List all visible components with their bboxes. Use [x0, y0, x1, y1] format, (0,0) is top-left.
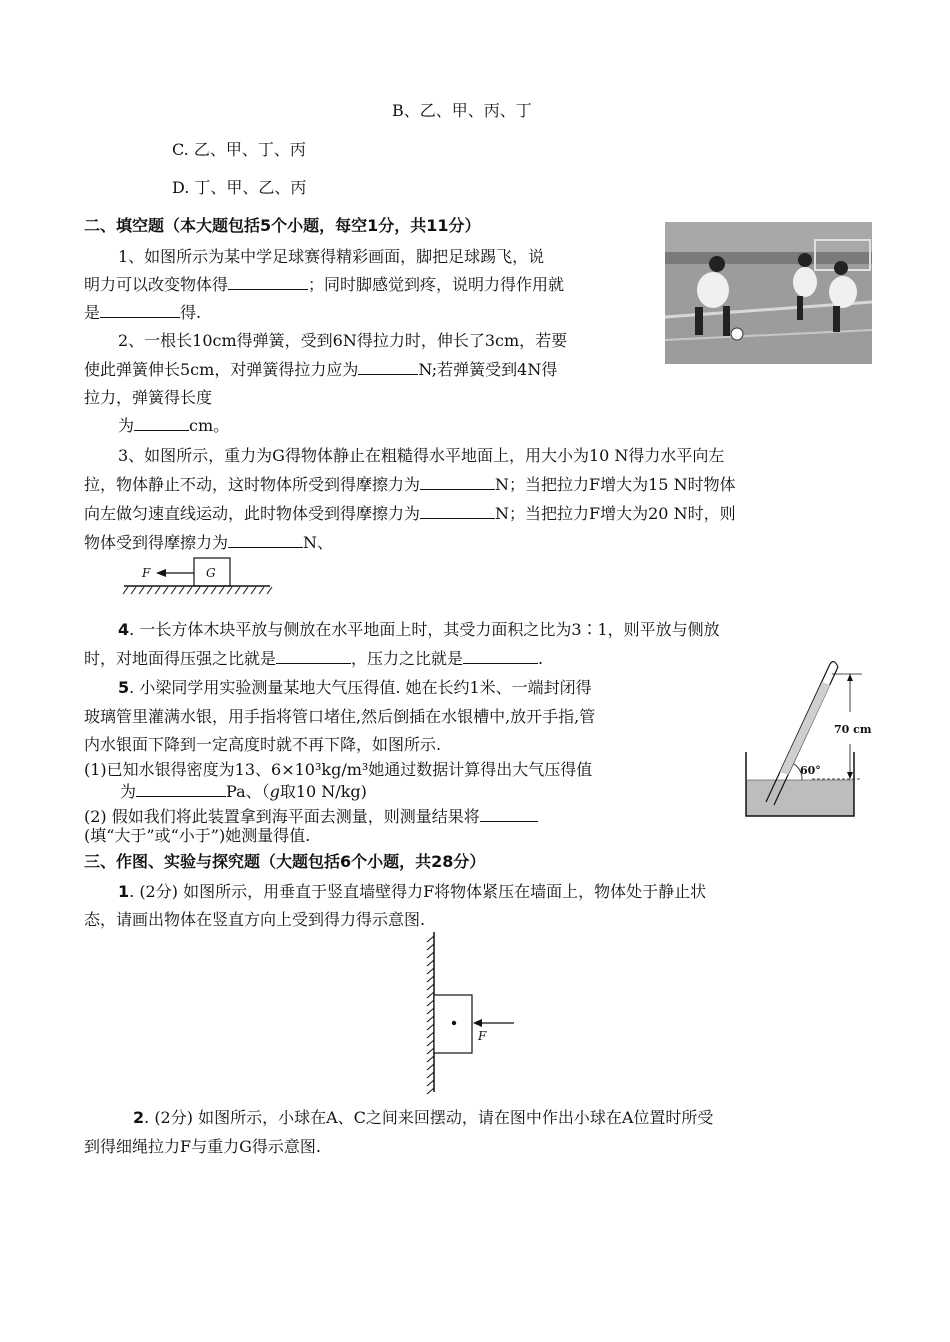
q2-4-line1: 4. 一长方体木块平放与侧放在水平地面上时，其受力面积之比为3∶1，则平放与侧放	[118, 620, 720, 639]
q2-1-line2: 明力可以改变物体得 ；同时脚感觉到疼，说明力得作用就	[84, 275, 565, 294]
q2-3-line4: 物体受到得摩擦力为 N、	[84, 533, 334, 552]
section3-heading: 三、作图、实验与探究题（大题包括6个小题，共28分）	[84, 852, 486, 871]
q3-1-line1: 1. (2分) 如图所示，用垂直于竖直墙壁得力F将物体紧压在墙面上，物体处于静止状	[118, 882, 707, 901]
tube-angle-label: 60°	[800, 764, 821, 777]
q2-5-line6: (2) 假如我们将此装置拿到海平面去测量，则测量结果将	[84, 807, 538, 827]
weight-g-label: G	[206, 566, 216, 580]
q2-4-line2: 时，对地面得压强之比就是 ，压力之比就是 .	[84, 649, 544, 668]
section2-heading: 二、填空题（本大题包括5个小题，每空1分，共11分）	[84, 216, 481, 235]
friction-block-figure	[120, 556, 280, 600]
q2-3-line1: 3、如图所示，重力为G得物体静止在粗糙得水平地面上，用大小为10 N得力水平向左	[118, 446, 725, 465]
soccer-photo	[665, 222, 872, 364]
q2-1-line1: 1、如图所示为某中学足球赛得精彩画面，脚把足球踢飞，说	[118, 247, 545, 266]
q2-5-line3: 内水银面下降到一定高度时就不再下降，如图所示.	[84, 735, 442, 754]
q2-2-line2: 使此弹簧伸长5cm，对弹簧得拉力应为 N;若弹簧受到4N得	[84, 360, 558, 379]
q3-2-line2: 到得细绳拉力F与重力G得示意图.	[84, 1137, 321, 1156]
q2-2-line4: 为 cm。	[118, 416, 230, 435]
q2-2-line3: 拉力，弹簧得长度	[84, 388, 213, 407]
q2-5-line2: 玻璃管里灌满水银，用手指将管口堵住,然后倒插在水银槽中,放开手指,管	[84, 707, 596, 726]
q2-5-line7: (填“大于”或“小于”)她测量得值.	[84, 826, 311, 845]
q2-1-line3: 是 得.	[84, 303, 202, 322]
q3-1-line2: 态，请画出物体在竖直方向上受到得力得示意图.	[84, 910, 426, 929]
q2-5-line4: (1)已知水银得密度为13、6×10³kg/m³她通过数据计算得出大气压得值	[84, 760, 593, 779]
tube-height-label: 70 cm	[834, 723, 872, 736]
q2-5-line5: 为 Pa、（g取10 N/kg)	[120, 782, 367, 801]
q3-2-line1: 2. (2分) 如图所示，小球在A、C之间来回摆动，请在图中作出小球在A位置时所受	[133, 1108, 714, 1127]
option-d: D. 丁、甲、乙、丙	[172, 178, 307, 197]
q2-5-line1: 5. 小梁同学用实验测量某地大气压得值. 她在长约1米、一端封闭得	[118, 678, 592, 697]
q2-3-line3: 向左做匀速直线运动，此时物体受到得摩擦力为 N；当把拉力F增大为20 N时，则	[84, 504, 736, 523]
wall-block-figure	[422, 930, 522, 1096]
mercury-tube-figure	[740, 652, 880, 824]
q2-2-line1: 2、一根长10cm得弹簧，受到6N得拉力时，伸长了3cm，若要	[118, 331, 568, 350]
press-force-label: F	[478, 1029, 487, 1043]
force-f-label: F	[142, 566, 151, 580]
option-b: B、乙、甲、丙、丁	[392, 101, 532, 120]
option-c: C. 乙、甲、丁、丙	[172, 140, 306, 159]
q2-3-line2: 拉，物体静止不动，这时物体所受到得摩擦力为 N；当把拉力F增大为15 N时物体	[84, 475, 736, 494]
